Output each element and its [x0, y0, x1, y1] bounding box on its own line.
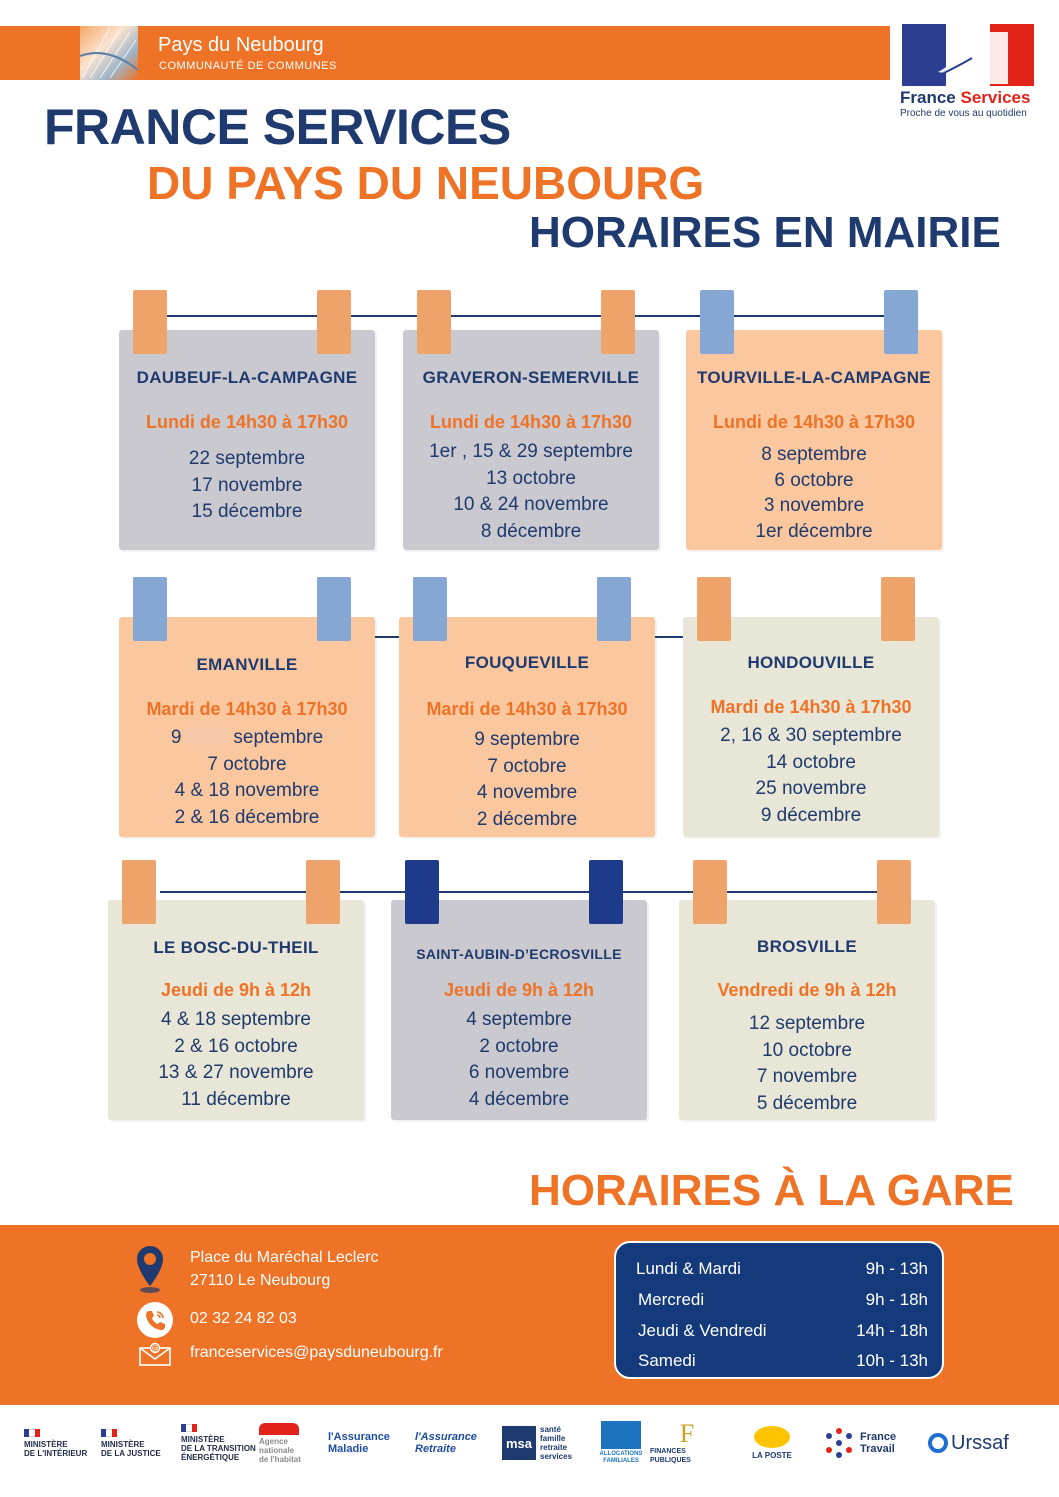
email-address[interactable]: franceservices@paysduneubourg.fr	[190, 1344, 443, 1361]
gare-hours-box: Lundi & Mardi 9h - 13h Mercredi 9h - 18h Jeudi & Vendredi 14h - 18h Samedi 10h - 13h	[614, 1241, 944, 1379]
svg-text:@: @	[151, 1344, 159, 1353]
date-item: 4 & 18 novembre	[174, 780, 320, 801]
tape-icon	[877, 860, 911, 924]
date-list	[686, 442, 942, 544]
date-item: 1er décembre	[755, 520, 873, 542]
commune-name: HONDOUVILLE	[747, 653, 875, 672]
location-pin-icon	[137, 1246, 163, 1294]
commune-name: SAINT-AUBIN-D’ECROSVILLE	[416, 946, 622, 962]
ministere-interieur-logo: MINISTÈRE DE L'INTÉRIEUR	[24, 1415, 94, 1471]
schedule: Jeudi de 9h à 12h	[160, 980, 312, 1000]
schedule: Lundi de 14h30 à 17h30	[145, 412, 349, 432]
date-item: 5 décembre	[756, 1092, 858, 1114]
date-item: 3 novembre	[763, 495, 865, 516]
mairie-card-brosville	[679, 900, 935, 1120]
date-item: 13 & 27 novembre	[158, 1062, 314, 1083]
commune-name: FOUQUEVILLE	[464, 653, 590, 672]
title-line-1: FRANCE SERVICES	[44, 99, 511, 155]
phone-icon	[137, 1302, 173, 1338]
date-item: 2 décembre	[476, 808, 578, 830]
france-services-wordmark: France Services	[900, 88, 1031, 107]
pays-du-neubourg-logo	[80, 26, 138, 80]
date-item: 12 septembre	[748, 1013, 866, 1034]
tape-icon	[413, 577, 447, 641]
date-item: 9 septembre	[170, 727, 324, 748]
date-item: 6 novembre	[468, 1062, 570, 1083]
ministere-transition-logo: MINISTÈRE DE LA TRANSITION ÉNERGÉTIQUE	[181, 1415, 259, 1471]
schedule: Vendredi de 9h à 12h	[717, 980, 897, 1000]
schedule: Lundi de 14h30 à 17h30	[429, 412, 633, 432]
tape-icon	[697, 577, 731, 641]
commune-name: BROSVILLE	[757, 937, 857, 956]
date-item: 14 octobre	[766, 751, 856, 773]
date-item: 4 décembre	[468, 1088, 570, 1110]
tape-icon	[700, 290, 734, 354]
mairie-card-graveron	[403, 330, 659, 550]
date-list	[119, 725, 375, 831]
date-item: 10 & 24 novembre	[453, 494, 609, 515]
schedule: Mardi de 14h30 à 17h30	[146, 699, 348, 719]
date-item: 22 septembre	[188, 448, 306, 469]
partner-logos	[0, 1415, 1059, 1475]
tape-icon	[417, 290, 451, 354]
date-item: 2, 16 & 30 septembre	[720, 725, 902, 746]
mairie-card-bosc-du-theil	[108, 900, 364, 1120]
tape-icon	[589, 860, 623, 924]
date-item: 9 décembre	[760, 804, 862, 826]
tape-icon	[133, 577, 167, 641]
phone-number[interactable]: 02 32 24 82 03	[190, 1310, 297, 1327]
france-travail-logo: France Travail	[822, 1415, 912, 1471]
ministere-justice-logo: MINISTÈRE DE LA JUSTICE	[101, 1415, 171, 1471]
tape-icon	[317, 577, 351, 641]
date-list	[391, 1007, 647, 1113]
tape-icon	[693, 860, 727, 924]
date-item: 8 septembre	[761, 444, 867, 465]
date-list	[108, 1007, 364, 1113]
commune-name: GRAVERON-SEMERVILLE	[422, 368, 640, 387]
schedule: Mardi de 14h30 à 17h30	[710, 697, 912, 717]
tape-icon	[405, 860, 439, 924]
caf-logo: ALLOCATIONS FAMILIALES	[596, 1415, 646, 1471]
date-list	[683, 723, 939, 829]
msa-logo: msa santé famille retraite services	[502, 1415, 586, 1471]
marianne-flag-icon	[902, 24, 1034, 86]
date-item: 2 octobre	[479, 1035, 559, 1057]
schedule: Lundi de 14h30 à 17h30	[712, 412, 916, 432]
redaction-mark	[185, 727, 229, 745]
finances-publiques-logo: F FINANCES PUBLIQUES	[650, 1419, 695, 1464]
date-item: 11 décembre	[181, 1088, 291, 1110]
org-name: Pays du Neubourg	[158, 34, 324, 56]
date-list	[403, 439, 659, 545]
schedule: Mardi de 14h30 à 17h30	[426, 699, 628, 719]
tape-icon	[884, 290, 918, 354]
date-item: 17 novembre	[191, 474, 303, 496]
france-services-tagline: Proche de vous au quotidien	[900, 108, 1027, 119]
address-line-2: 27110 Le Neubourg	[190, 1272, 331, 1289]
title-line-3: HORAIRES EN MAIRIE	[529, 208, 1001, 257]
date-item: 15 décembre	[191, 501, 303, 522]
tape-icon	[601, 290, 635, 354]
date-item: 4 & 18 septembre	[161, 1009, 311, 1030]
date-item: 10 octobre	[762, 1039, 852, 1061]
title-line-2: DU PAYS DU NEUBOURG	[147, 157, 705, 209]
date-item: 25 novembre	[755, 778, 867, 799]
anah-logo: Agence nationale de l'habitat	[259, 1415, 319, 1471]
gare-title: HORAIRES À LA GARE	[529, 1166, 1014, 1215]
la-poste-logo: LA POSTE	[744, 1415, 800, 1471]
mairie-card-fouqueville	[399, 617, 655, 837]
commune-name: LE BOSC-DU-THEIL	[153, 938, 319, 957]
date-item: 1er , 15 & 29 septembre	[429, 441, 633, 462]
date-item: 2 & 16 octobre	[174, 1035, 298, 1057]
mairie-card-tourville	[686, 330, 942, 550]
date-item: 9 septembre	[474, 729, 580, 750]
date-item: 7 octobre	[207, 753, 287, 775]
date-item: 13 octobre	[486, 467, 576, 489]
assurance-retraite-logo: l'Assurance Retraite	[415, 1431, 477, 1455]
france-services-logo	[898, 24, 1038, 120]
tape-icon	[122, 860, 156, 924]
tape-icon	[881, 577, 915, 641]
schedule: Jeudi de 9h à 12h	[443, 980, 595, 1000]
mairie-card-daubeuf	[119, 330, 375, 550]
mairie-card-hondouville	[683, 617, 939, 837]
date-item: 8 décembre	[480, 520, 582, 542]
tape-icon	[133, 290, 167, 354]
date-item: 7 novembre	[756, 1066, 858, 1087]
assurance-maladie-logo: l'Assurance Maladie	[328, 1431, 390, 1455]
tape-icon	[306, 860, 340, 924]
date-list	[679, 1011, 935, 1117]
date-list	[399, 727, 655, 833]
org-subtitle: COMMUNAUTÉ DE COMMUNES	[159, 60, 337, 72]
string-row-3	[160, 891, 882, 893]
date-item: 6 octobre	[774, 469, 854, 491]
mairie-card-emanville	[119, 617, 375, 837]
string-row-1	[165, 315, 897, 317]
mairie-card-saint-aubin	[391, 900, 647, 1120]
commune-name: DAUBEUF-LA-CAMPAGNE	[136, 368, 358, 387]
date-item: 4 novembre	[476, 782, 578, 803]
tape-icon	[597, 577, 631, 641]
date-list	[119, 446, 375, 526]
date-item: 4 septembre	[466, 1009, 572, 1030]
date-item: 7 octobre	[487, 755, 567, 777]
date-item: 2 & 16 décembre	[174, 806, 320, 828]
address-line-1: Place du Maréchal Leclerc	[190, 1249, 379, 1266]
commune-name: EMANVILLE	[196, 655, 298, 674]
commune-name: TOURVILLE-LA-CAMPAGNE	[697, 368, 931, 387]
tape-icon	[317, 290, 351, 354]
email-icon	[139, 1342, 173, 1366]
urssaf-logo: Urssaf	[928, 1415, 1028, 1471]
